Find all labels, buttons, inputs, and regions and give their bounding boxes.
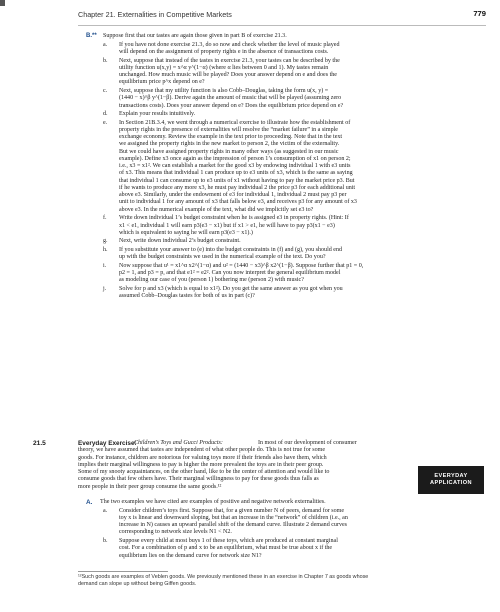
exercise-subtitle: Children’s Toys and Gucci Products: (134, 440, 223, 446)
problem-b-item-line: we assigned the property rights in the new market to person 2, the victim of the externality. (119, 141, 340, 148)
problem-b-item-line: In Section 21B.3.4, we went through a numerical exercise to illustrate how the establishment of (119, 119, 351, 126)
problem-b-item-letter: h. (103, 246, 108, 253)
problem-b-item-line: equilibrium price p^x depend on e? (119, 79, 205, 86)
part-a-item-letter: a. (103, 507, 108, 514)
problem-b-item-letter: f. (103, 215, 107, 222)
chapter-title: Chapter 21. Externalities in Competitive Markets (78, 10, 232, 19)
exercise-body-line: more people in their peer group consume the same goods.¹² (78, 483, 222, 490)
problem-b-item-line: Next, suppose that my utility function is also Cobb–Douglas, taking the form u(x, y) = (119, 88, 329, 95)
part-a-item-line: cost. For a combination of p and x to be an equilibrium, what must be true about x if the (119, 545, 333, 552)
problem-b-item-line: as modeling our case of you (person 1) bothering me (person 2) with music? (119, 277, 304, 284)
problem-b-item-line: Solve for p and x3 (which is equal to x1²). Do you get the same answer as you got when you (119, 285, 343, 292)
problem-b-item-letter: b. (103, 57, 108, 64)
part-a-label: A. (86, 499, 93, 506)
part-a-intro: The two examples we have cited are examples of positive and negative network externalities. (100, 499, 326, 505)
problem-b-item-letter: d. (103, 111, 108, 118)
problem-b-item-letter: e. (103, 119, 108, 126)
problem-b-item-line: (1440 − x)^β y^(1−β). Derive again the amount of music that will be played (assuming zero (119, 95, 342, 102)
problem-b-item-line: p2 = 1, and p3 = p, and that e1² = e2². Can you now interpret the general equilibrium model (119, 270, 341, 277)
part-a-item-line: corresponding to network size levels N1 < N2. (119, 529, 232, 536)
exercise-body-line: implies their marginal willingness to pay is higher the more prevalent the toys are in their peer group. (78, 461, 324, 468)
problem-b-item-line: Write down individual 1’s budget constraint when he is assigned e3 in property rights. (Hint: If (119, 215, 349, 222)
everyday-application-badge (418, 466, 484, 494)
exercise-body-line: goods. For instance, children are notorious for valuing toys more if their friends also have them, which (78, 454, 327, 461)
part-a-item-line: increase in N) causes an upward parallel shift of the demand curve. Illustrate 2 demand curves (119, 522, 348, 528)
problem-b-item-line: unchanged. How much music will be played? Does your answer depend on e and does the (119, 72, 337, 79)
problem-b-item-line: transactions costs). Does your answer depend on e? Does the equilibrium price depend on e? (119, 102, 344, 109)
problem-b-item-letter: a. (103, 41, 108, 48)
problem-b-item-line: if he wants to produce any more x3, he must pay individual 2 the price p3 for each additional unit (119, 184, 356, 191)
footnote-rule (78, 571, 168, 572)
problem-b-item-letter: i. (103, 262, 107, 269)
problem-b-item-line: property rights in the presence of externalities will resolve the “market failure” in a simple (119, 126, 338, 133)
problem-b-item-letter: g. (103, 238, 108, 245)
exercise-body-line: Some of my snooty acquaintances, on the other hand, like to be the center of attention and would like to (78, 469, 330, 475)
part-a-item-line: equilibrium lies on the demand curve for network size N1? (119, 552, 262, 559)
problem-b-item-line: example). Define x3 once again as the impression of person 1’s consumption of x1 on person 2; (119, 155, 351, 162)
problem-b-item-line: above e3. Similarly, under the endowment of e3 for individual 1, individual 2 must pay p3 per (119, 192, 347, 199)
problem-b-item-line: unit to individual 1 for any amount of x3 that falls below e3, and receives p3 for any amount of x3 (119, 199, 357, 206)
exercise-body-line: consume goods that few others have. Their marginal willingness to pay for these goods thus falls as (78, 476, 319, 483)
problem-b-item-line: utility function u(x,y) = x^α y^(1−α) (where α lies between 0 and 1). My tastes remain (119, 64, 329, 71)
problem-b-item-line: which is equivalent to saying he will earn p3(e3 − x1).) (119, 229, 253, 236)
problem-b-item-line: that individual 1 can consume up to e3 units of x1 without having to pay the market price p3. But (119, 177, 355, 184)
problem-b-item-line: If you substitute your answer to (e) into the budget constraints in (f) and (g), you should end (119, 246, 343, 253)
footnote (78, 574, 488, 587)
problem-b-item-line: will depend on the assignment of property rights e in the absence of transactions costs. (119, 48, 329, 55)
exercise-body-line: theory, we have assumed that tastes are independent of what other people do. This is not true for some (78, 447, 326, 454)
problem-b-item-line: Explain your results intuitively. (119, 111, 196, 118)
exercise-body-line: In most of our development of consumer (258, 440, 357, 446)
part-a-item-line: Suppose every child at most buys 1 of these toys, which are produced at constant marginal (119, 538, 338, 545)
badge-line-2: APPLICATION (430, 480, 472, 486)
problem-b-item-letter: c. (103, 88, 108, 95)
part-a-item-letter: b. (103, 538, 108, 545)
problem-b-item-letter: j. (103, 285, 107, 292)
problem-b-label: B.** (86, 33, 97, 39)
problem-b-item-line: up with the budget constraints we used in the numerical example of the text. Do you? (119, 254, 326, 261)
problem-b-item-line: Next, write down individual 2’s budget constraint. (119, 238, 241, 245)
problem-b-item-line: Now suppose that u¹ = x1^α x2^(1−α) and u² = (1440 − x3)^β x2^(1−β). Suppose further that p1 = 0, (119, 262, 364, 269)
footnote-line-2: demand can slope up without being Giffen goods. (78, 580, 197, 587)
exercise-title: Everyday Exercise: (78, 440, 137, 447)
badge-line-1: EVERYDAY (434, 473, 468, 479)
problem-b-item-line: assumed Cobb–Douglas tastes for both of us in part (c)? (119, 293, 255, 300)
page-number: 779 (473, 9, 486, 18)
problem-b-item-line: exchange economy. Review the example in the text prior to proceeding. Note that in the text (119, 134, 343, 141)
part-a-item-line: toy x is linear and downward sloping, but that an increase in the “network” of children (i.e., an (119, 514, 348, 521)
problem-b-item-line: x1 < e1, individual 1 will earn p3(e3 − x1) but if x1 > e1, he will have to pay p3(x1 − e3) (119, 222, 335, 229)
problem-b-item-line: But we could have assigned property rights in many other ways (as suggested in our music (119, 148, 339, 155)
problem-b-item-line: above e3. In the numerical example of the text, what did we implicitly set e3 to? (119, 206, 314, 213)
part-a-item-line: Consider children’s toys first. Suppose that, for a given number N of peers, demand for some (119, 507, 345, 514)
exercise-number: 21.5 (33, 440, 46, 447)
problem-b-intro: Suppose first that our tastes are again those given in part B of exercise 21.3. (103, 33, 287, 39)
problem-b-item-line: If you have not done exercise 21.3, do so now and check whether the level of music played (119, 41, 340, 48)
footnote-line-1: ¹²Such goods are examples of Veblen goods. We previously mentioned these in an exercise in Chapter 7 as goods whose (78, 574, 369, 580)
problem-b-item-line: of x3. This means that individual 1 can produce up to e3 units of x3, which is the same as saying (119, 170, 353, 177)
problem-b-item-line: i.e., x3 = x1². We can establish a market for the good x3 by endowing individual 1 with e3 units (119, 163, 351, 170)
problem-b-item-line: Next, suppose that instead of the tastes in exercise 21.3, your tastes can be described by the (119, 57, 340, 64)
